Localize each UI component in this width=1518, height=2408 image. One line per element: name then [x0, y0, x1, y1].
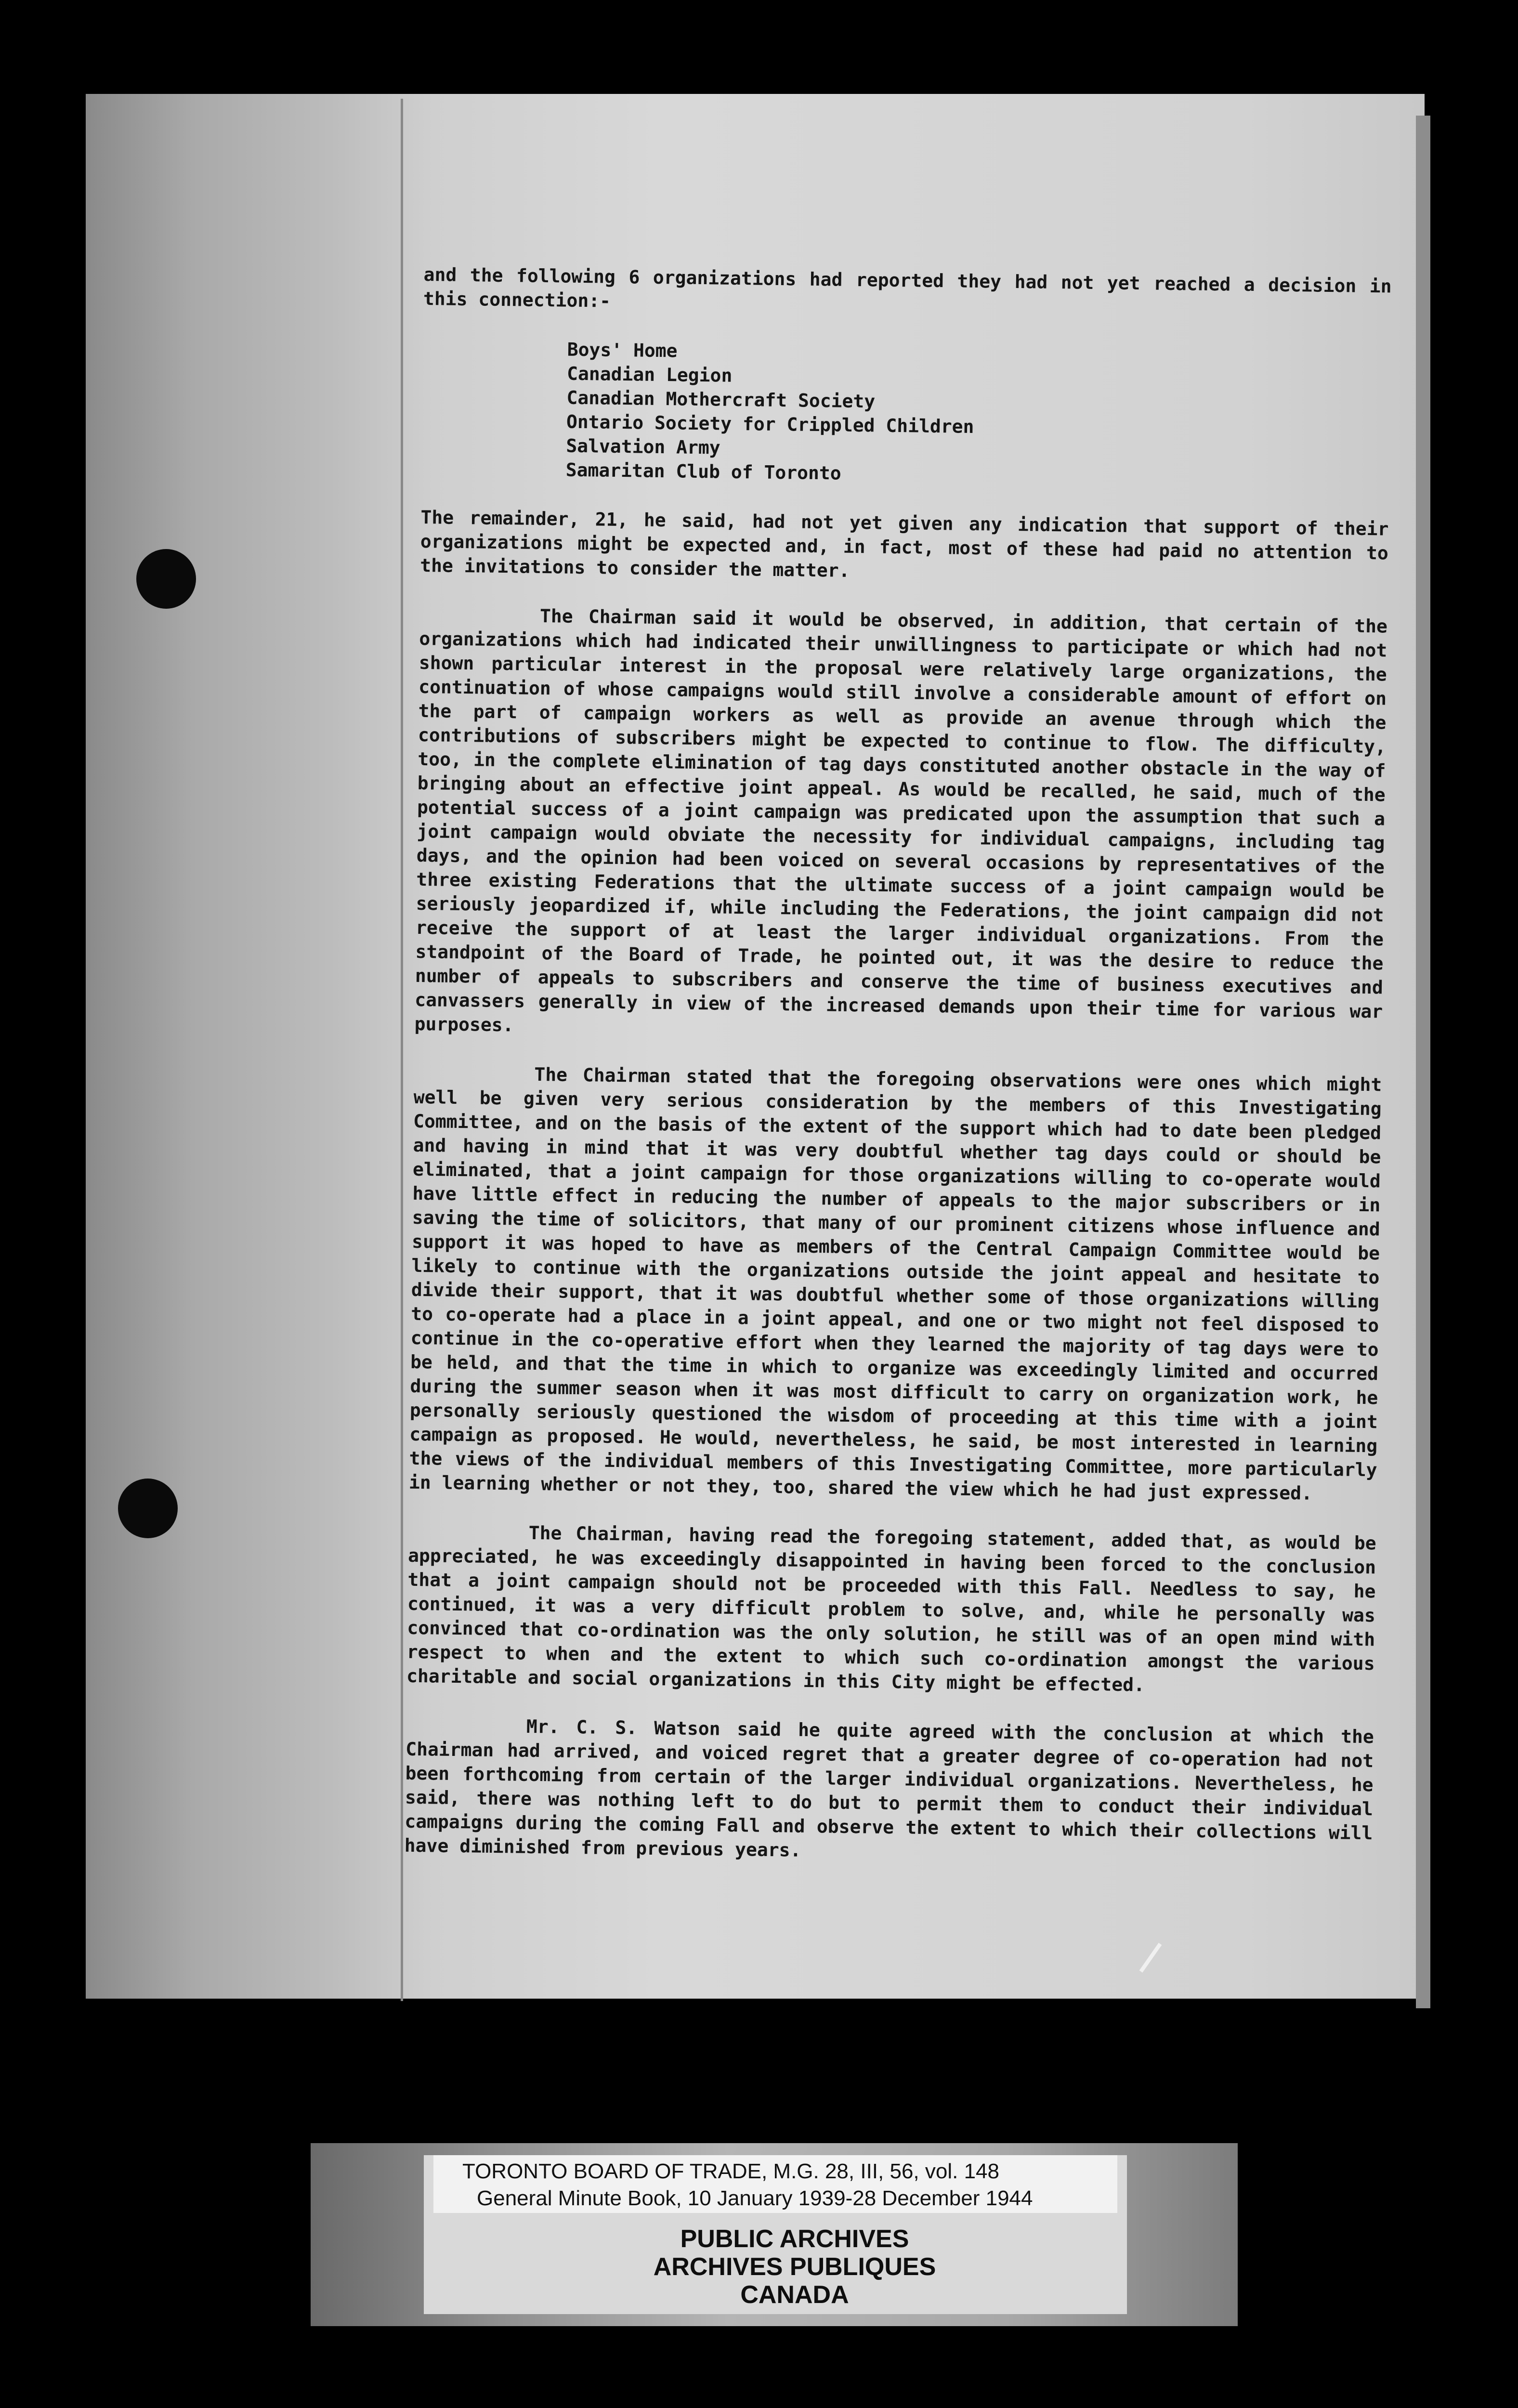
paragraph-watson: Mr. C. S. Watson said he quite agreed with the conclusion at which the Chairman had arrived, and voiced regret that a greater degree of co-operation had not been forthcoming from certain of the larger individual organizations. Nevertheless, he said, there was nothing left to do but to permit them to conduct their individual campaigns during the coming Fall and observe the extent to which their collections will have diminished from previous years.	[404, 1715, 1374, 1861]
list-item: Canadian Mothercraft Society	[566, 387, 876, 412]
paragraph-remainder: The remainder, 21, he said, had not yet given any indication that support of their organizations might be expected and, in fact, most of these had paid no attention to the invitations to consider the matter.	[420, 506, 1389, 581]
citation-line-1: TORONTO BOARD OF TRADE, M.G. 28, III, 56, vol. 148	[462, 2159, 999, 2183]
archives-line-1: PUBLIC ARCHIVES	[680, 2225, 909, 2253]
list-item: Canadian Legion	[566, 363, 733, 386]
page-edge	[1416, 116, 1430, 2008]
paragraph-chairman-observed: The Chairman said it would be observed, in addition, that certain of the organizations which had indicated their unwillingness to participate or which had not shown particular interest in the proposal were relatively large organizations, the continuation of whose campaigns would still involve a considerable amount of effort on the part of campaign workers as well as provide an avenue through which the contributions of subscribers might be expected to continue to flow. The difficulty, too, in the complete elimination of tag days constituted another obstacle in the way of bringing about an effective joint appeal. As would be recalled, he said, much of the potential success of a joint campaign was predicated upon the assumption that such a joint campaign would obviate the necessity for individual campaigns, including tag days, and the opinion had been voiced on several occasions by representatives of the three existing Federations that the ultimate success of a joint campaign would be seriously jeopardized if, while including the Federations, the joint campaign did not receive the support of at least the larger individual organizations. From the standpoint of the Board of Trade, he pointed out, it was the desire to reduce the number of appeals to subscribers and conserve the time of business executives and canvassers generally in view of the increased demands upon their time for various war purposes.	[414, 605, 1388, 1036]
citation-label	[433, 2155, 1117, 2213]
archives-line-2: ARCHIVES PUBLIQUES	[653, 2253, 936, 2281]
list-item: Ontario Society for Crippled Children	[566, 411, 974, 437]
list-item: Samaritan Club of Toronto	[565, 459, 841, 484]
citation-line-2: General Minute Book, 10 January 1939-28 December 1944	[477, 2186, 1033, 2210]
punch-hole-icon	[118, 1479, 178, 1538]
intro-text: and the following 6 organizations had reported they had not yet reached a decision in this connection:-	[423, 263, 1392, 312]
punch-hole-icon	[136, 549, 196, 609]
list-item: Boys' Home	[567, 339, 678, 362]
archives-line-3: CANADA	[740, 2281, 849, 2309]
margin-rule	[401, 99, 403, 2001]
archives-stamp	[530, 2225, 1060, 2309]
paragraph-chairman-statement: The Chairman, having read the foregoing statement, added that, as would be appreciated, he was exceedingly disappointed in having been forced to the conclusion that a joint campaign should not be proceeded with this Fall. Needless to say, he continued, it was a very difficult problem to solve, and, while he personally was convinced that co-ordination was the only solution, he still was of an open mind with respect to when and the extent to which such co-ordination amongst the various charitable and social organizations in this City might be effected.	[406, 1522, 1376, 1696]
paragraph-chairman-stated: The Chairman stated that the foregoing observations were ones which might well be given very serious consideration by the members of this Investigating Committee, and on the basis of the extent of the support which had to date been pledged and having in mind that it was very doubtful whether tag days could or should be eliminated, that a joint campaign for those organizations willing to co-operate would have little effect in reducing the number of appeals to the major subscribers or in saving the time of solicitors, that many of our prominent citizens whose influence and support it was hoped to have as members of the Central Campaign Committee would be likely to continue with the organizations outside the joint appeal and hesitate to divide their support, that it was doubtful whether some of those organizations willing to co-operate had a place in a joint appeal, and one or two might not feel disposed to continue in the co-operative effort when they learned the majority of tag days were to be held, and that the time in which to organize was exceedingly limited and occurred during the summer season when it was most difficult to carry on organization work, he personally seriously questioned the wisdom of proceeding at this time with a joint campaign as proposed. He would, nevertheless, he said, be most interested in learning the views of the individual members of this Investigating Committee, more particularly in learning whether or not they, too, shared the view which he had just expressed.	[408, 1063, 1382, 1504]
document-body	[404, 262, 1392, 1894]
list-item: Salvation Army	[566, 435, 720, 458]
organization-list	[421, 336, 1391, 492]
